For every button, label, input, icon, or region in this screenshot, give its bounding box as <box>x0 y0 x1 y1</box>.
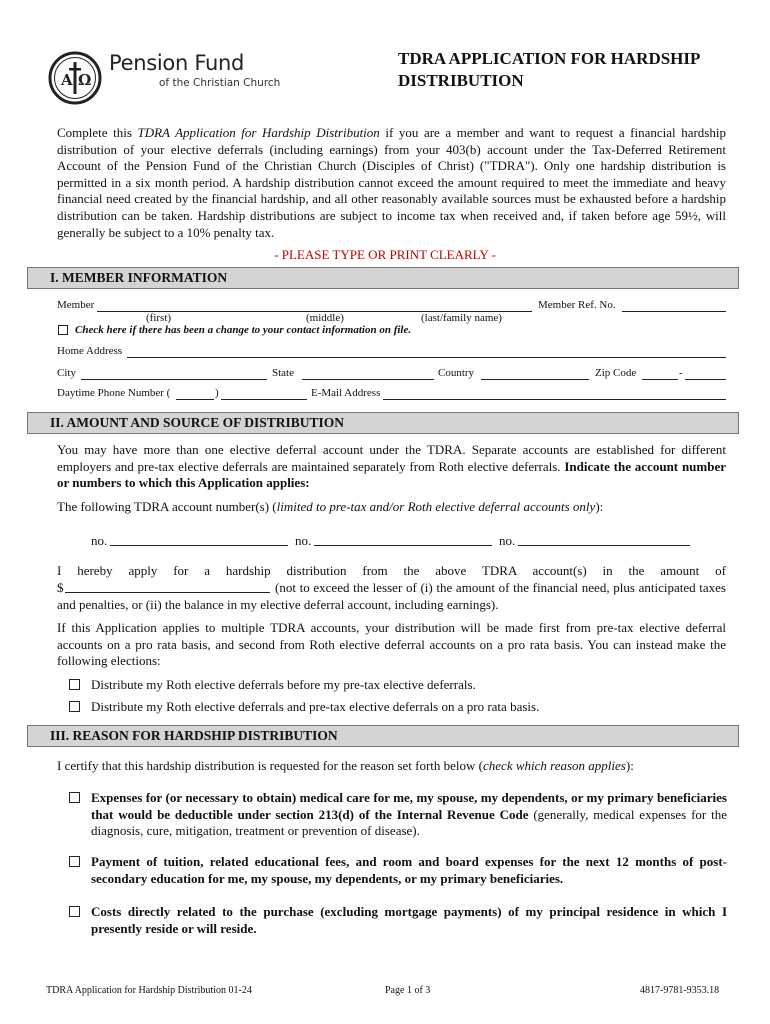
email-label: E-Mail Address <box>311 387 381 399</box>
footer-doc-id: 4817-9781-9353.18 <box>640 985 720 996</box>
roth-first-label: Distribute my Roth elective deferrals before my pre-tax elective deferrals. <box>91 677 476 692</box>
state-label: State <box>272 367 294 379</box>
svg-text:Ω: Ω <box>78 71 92 89</box>
roth-first-checkbox[interactable] <box>69 679 80 690</box>
org-logo <box>47 45 287 125</box>
org-subtitle: of the Christian Church <box>159 77 281 89</box>
contact-change-label: Check here if there has been a change to your contact information on file. <box>75 324 412 336</box>
print-clearly-notice: - PLEASE TYPE OR PRINT CLEARLY - <box>274 247 496 262</box>
city-field[interactable] <box>81 379 267 380</box>
dollar-sign: $ <box>57 580 64 595</box>
member-ref-field[interactable] <box>622 311 726 312</box>
section-reason-hardship: III. REASON FOR HARDSHIP DISTRIBUTION <box>27 725 739 747</box>
country-label: Country <box>438 367 475 379</box>
phone-number-field[interactable] <box>221 399 307 400</box>
account-no-field-3[interactable] <box>518 545 690 546</box>
svg-text:A: A <box>61 71 73 89</box>
residence-purchase-checkbox[interactable] <box>69 906 80 917</box>
medical-expenses-checkbox[interactable] <box>69 792 80 803</box>
zip-separator: - <box>679 367 683 379</box>
section-amount-source: II. AMOUNT AND SOURCE OF DISTRIBUTION <box>27 412 739 434</box>
state-field[interactable] <box>302 379 434 380</box>
phone-close-paren: ) <box>215 387 219 399</box>
pro-rata-label: Distribute my Roth elective deferrals and pre-tax elective deferrals on a pro rata basis. <box>91 699 540 714</box>
account-no-label-1: no. <box>91 533 108 548</box>
document-title: TDRA APPLICATION FOR HARDSHIP DISTRIBUTION <box>398 49 700 90</box>
account-no-label-3: no. <box>499 533 516 548</box>
residence-purchase-text: Costs directly related to the purchase (excluding mortgage payments) of my principal residence in which I presently reside or will reside. <box>91 904 727 936</box>
org-name: Pension Fund <box>109 51 245 75</box>
tuition-checkbox[interactable] <box>69 856 80 867</box>
medical-expenses-text: Expenses for (or necessary to obtain) medical care for me, my spouse, my dependents, or my primary beneficiaries that would be deductible under section 213(d) of the Internal Revenue Code (generally, medical expenses for the diagnosis, cure, mitigation, treatment or prevention of disease). <box>91 790 727 839</box>
account-no-label-2: no. <box>295 533 312 548</box>
zip-field[interactable] <box>642 379 678 380</box>
phone-area-field[interactable] <box>176 399 214 400</box>
home-address-field[interactable] <box>127 357 726 358</box>
footer-form-name: TDRA Application for Hardship Distribution 01-24 <box>46 985 252 996</box>
accounts-paragraph: You may have more than one elective deferral account under the TDRA. Separate accounts are established for different employers and pre-tax elective deferrals are maintained separately from Roth elective deferrals. Indicate the account number or numbers to which this Application applies: <box>57 442 727 491</box>
middle-name-hint: (middle) <box>306 312 344 324</box>
country-field[interactable] <box>481 379 589 380</box>
email-field[interactable] <box>383 399 726 400</box>
account-no-field-1[interactable] <box>110 545 288 546</box>
contact-change-checkbox[interactable] <box>58 325 68 335</box>
certify-line: I certify that this hardship distribution is requested for the reason set forth below (check which reason applies): <box>57 758 634 773</box>
account-numbers-line: The following TDRA account number(s) (limited to pre-tax and/or Roth elective deferral accounts only): <box>57 499 604 514</box>
phone-label: Daytime Phone Number ( <box>57 387 171 399</box>
last-name-hint: (last/family name) <box>421 312 502 324</box>
section-member-information: I. MEMBER INFORMATION <box>27 267 739 289</box>
account-no-field-2[interactable] <box>314 545 492 546</box>
amount-apply-line: I hereby apply for a hardship distribution from the above TDRA account(s) in the amount of <box>57 563 726 578</box>
member-label: Member <box>57 299 95 311</box>
home-address-label: Home Address <box>57 345 123 357</box>
member-ref-label: Member Ref. No. <box>538 299 616 311</box>
first-name-hint: (first) <box>146 312 172 324</box>
cross-emblem-icon <box>47 45 107 105</box>
amount-limit-text: (not to exceed the lesser of (i) the amount of the financial need, plus anticipated taxes and penalties, or (ii) the balance in my elective deferral account, including earnings). <box>57 580 726 612</box>
tuition-text: Payment of tuition, related educational fees, and room and board expenses for the next 12 months of post-secondary education for me, my spouse, my dependents, or my primary beneficiaries. <box>91 854 727 886</box>
zip-ext-field[interactable] <box>685 379 726 380</box>
city-label: City <box>57 367 76 379</box>
pro-rata-checkbox[interactable] <box>69 701 80 712</box>
zip-label: Zip Code <box>595 367 637 379</box>
footer-page-number: Page 1 of 3 <box>385 985 431 996</box>
multiple-accounts-paragraph: If this Application applies to multiple TDRA accounts, your distribution will be made first from pre-tax elective deferral accounts on a pro rata basis, and second from Roth elective deferral accounts on a pro rata basis. You can instead make the following elections: <box>57 620 726 669</box>
intro-paragraph: Complete this TDRA Application for Hardship Distribution if you are a member and want to request a financial hardship distribution of your elective deferrals (including earnings) from your 403(b) account under the Tax-Deferred Retirement Account of the Pension Fund of the Christian Church (Disciples of Christ) ("TDRA"). Only one hardship distribution is permitted in a six month period. A hardship distribution cannot exceed the amount required to meet the immediate and heavy financial need created by the financial hardship, and all other reasonably available sources must be exhausted before a hardship distribution can be taken. Hardship distributions are subject to income tax when received and, if taken before age 59½, will generally be subject to a 10% penalty tax. <box>57 125 726 240</box>
